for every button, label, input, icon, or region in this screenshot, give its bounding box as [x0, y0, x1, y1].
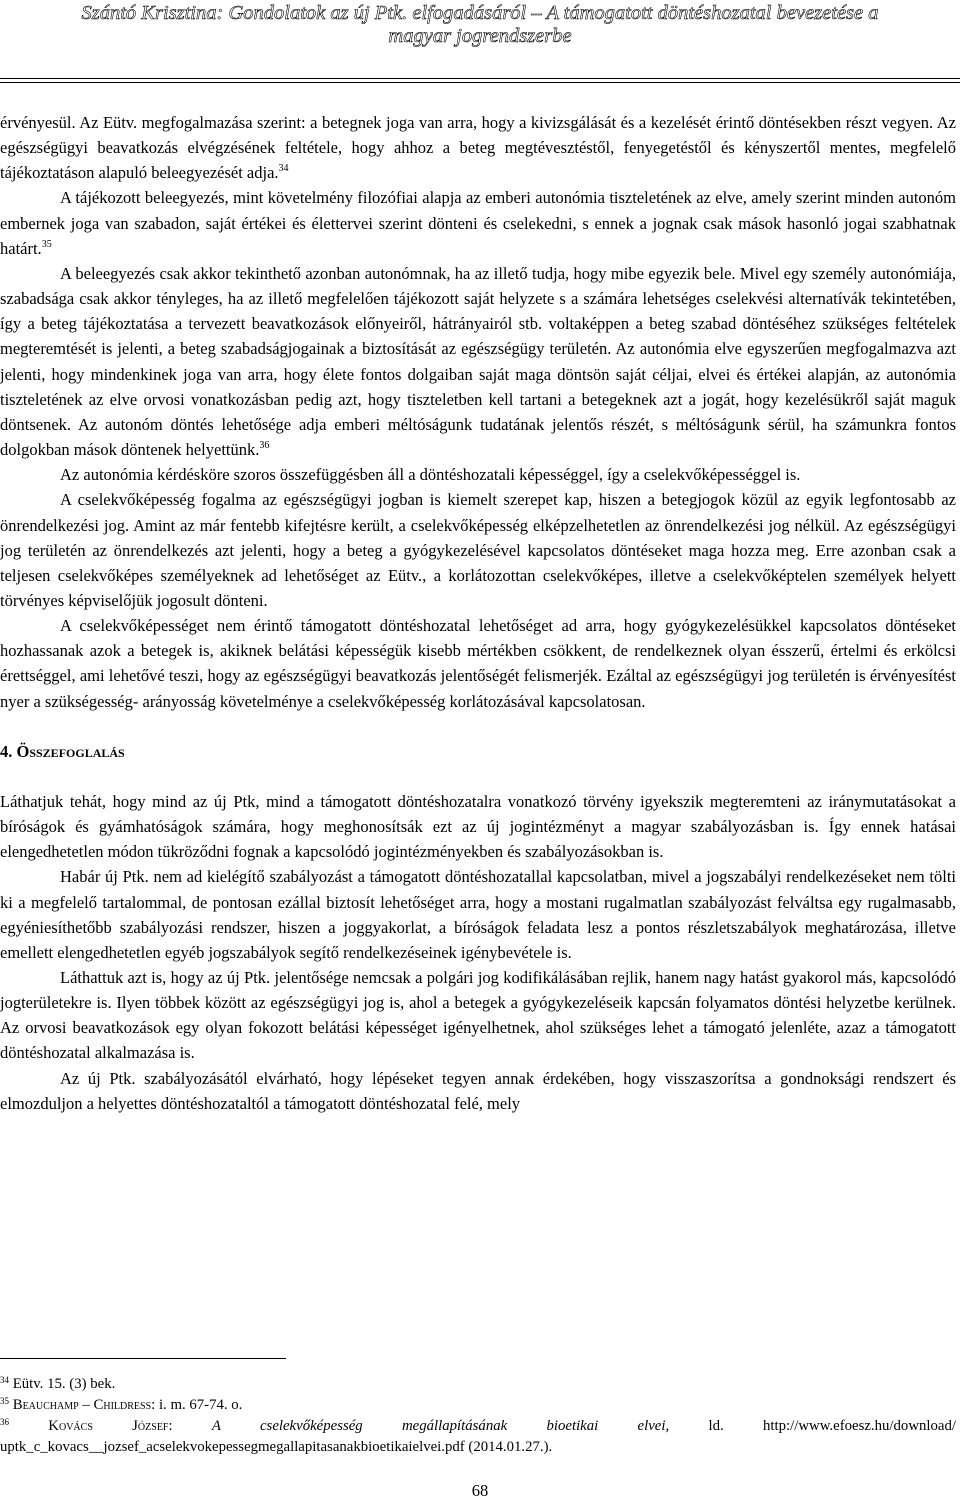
paragraph: Láthattuk azt is, hogy az új Ptk. jelentősége nemcsak a polgári jog kodifikálásában rejlik, hanem nagy hatást gyakorol más, kapcsolódó jogterületekre is. Ilyen többek között az egészségügyi jog is, ahol a betegek a gyógykezeléseik kapcsán folyamatos döntési helyzetbe kerülnek. Az orvosi beavatkozások egy olyan fokozott belátási képességet igényelhetnek, ahol szükséges lehet a támogató jelenléte, azaz a támogatott döntéshozatal alkalmazása is.	[0, 968, 956, 1063]
section-heading	[0, 739, 956, 764]
footnote-34	[0, 1374, 956, 1395]
footnote-ref-34: 34	[278, 163, 289, 175]
footnote-cited-title: A cselekvőképesség megállapításának bioetikai elvei,	[211, 1418, 670, 1434]
footnote-text: Eütv. 15. (3) bek.	[9, 1376, 116, 1392]
header-title	[0, 2, 960, 48]
footnote-author: Beauchamp – Childress	[9, 1397, 152, 1413]
footnote-number: 35	[0, 1396, 9, 1406]
footnote-number: 34	[0, 1375, 9, 1385]
paragraph: Az autonómia kérdésköre szoros összefüggésben áll a döntéshozatali képességgel, így a cselekvőképességgel is.	[60, 465, 801, 485]
page-number: 68	[471, 1481, 489, 1500]
footnote-ref-35: 35	[41, 238, 52, 250]
paragraph	[0, 185, 956, 260]
footnote-ref-36: 36	[259, 440, 270, 452]
paragraph: Habár új Ptk. nem ad kielégítő szabályozást a támogatott döntéshozatallal kapcsolatban, mivel a jogszabályi rendelkezéseket nem tölti ki a megfelelő tartalommal, de pontosan ezállal biztosít lehetőséget arra, hogy a mostani rugalmatlan szabályozást felváltsa egy rugalmasabb, egyéniesíthetőbb szabályozási rendszer, hiszen a joggyakorlat, a bíróságok feladata lesz a pontos részletszabályok meghatározása, illetve emellett elengedhetetlen egyéb jogszabályok segítő rendelkezéseinek igénybevétele is.	[0, 867, 956, 962]
footnote-35	[0, 1395, 956, 1416]
header-double-rule	[0, 78, 960, 83]
paragraph-text: A tájékozott beleegyezés, mint követelmény filozófiai alapja az emberi autonómia tiszteletének az elve, amely szerint minden autonóm embernek joga van szabadon, saját értékei és élettervei szerint dönteni és cselekedni, s ennek a jognak csak mások hasonló jogai szabhatnak határt.	[0, 188, 956, 258]
paragraph-text: A beleegyezés csak akkor tekinthető azonban autonómnak, ha az illető tudja, hogy mibe egyezik bele. Mivel egy személy autonómiája, szabadsága csak akkor tényleges, ha az illető megfelelően tájékozott saját helyzete s a számára lehetséges cselekvési alternatívák tekintetében, így a beteg tájékoztatása a tervezett beavatkozások előnyeiről, hátrányairól stb. voltaképpen a beteg szabad döntéséhez szükséges feltételek megteremtését is jelenti, a beteg szabadságjogainak a biztosítását az egészségügy területén. Az autonómia elve egyszerűen megfogalmazva azt jelenti, hogy mindenkinek joga van arra, hogy élete fontos dolgaiban saját maga döntsön saját céljai, elvei és értékei alapján, az autonómia tiszteletének az elve orvosi vonatkozásban pedig azt, hogy tiszteletben kell tartani a betegeknek azt a jogát, hogy kezelésükről saját maguk döntsenek. Az autonóm döntés lehetősége adja emberi méltóságunk tudatának jelentős részét, s méltóságunk sérül, ha számunkra fontos dolgokban mások döntenek helyettünk.	[0, 263, 956, 460]
paragraph: Az új Ptk. szabályozásától elvárható, hogy lépéseket tegyen annak érdekében, hogy visszaszorítsa a gondnoksági rendszert és elmozduljon a helyettes döntéshozataltól a támogatott döntéshozatal felé, mely	[0, 1068, 956, 1113]
paragraph-text: érvényesül. Az Eütv. megfogalmazása szerint: a betegnek joga van arra, hogy a kivizsgálását és a kezelését érintő döntésekben részt vegyen. Az egészségügyi beavatkozás elvégzésének feltétele, hogy ahhoz a beteg megtévesztéstől, fenyegetéstől és kényszertől mentes, megfelelő tájékoztatáson alapuló beleegyezését adja.	[0, 113, 956, 183]
header-title-line1: Szántó Krisztina: Gondolatok az új Ptk. elfogadásáról – A támogatott döntéshozatal bevezetése a	[81, 2, 879, 24]
section-heading-text: Összefoglalás	[16, 741, 125, 761]
footnote-text: ld. http://www.efoesz.hu/download/ uptk_c_kovacs__jozsef_acselekvokepessegmegallapitasanakbioetikaielvei.pdf (2014.01.27.).	[0, 1418, 956, 1455]
paragraph	[0, 261, 956, 462]
header-title-line2: magyar jogrendszerbe	[388, 25, 572, 47]
paragraph	[0, 110, 956, 185]
footnote-colon: :	[168, 1418, 212, 1434]
section-heading-number: 4.	[0, 741, 17, 761]
footnote-number: 36	[0, 1417, 9, 1427]
footnotes	[0, 1374, 956, 1458]
paragraph: A cselekvőképesség fogalma az egészségügyi jogban is kiemelt szerepet kap, hiszen a betegjogok közül az egyik legfontosabb az önrendelkezési jog. Amint az már fentebb kifejtésre került, a cselekvőképesség elképzelhetetlen az önrendelkezési jog nélkül. Az egészségügyi jog területén az önrendelkezés azt jelenti, hogy a beteg a gyógykezelésével kapcsolatos döntéseket maga hozza meg. Erre azonban csak a teljesen cselekvőképes személyeknek ad lehetőséget az Eütv., a korlátozottan cselekvőképes, illetve a cselekvőképtelen személyek helyett törvényes képviselőjük jogosult dönteni.	[0, 490, 956, 610]
running-header	[0, 0, 960, 80]
paragraph: A cselekvőképességet nem érintő támogatott döntéshozatal lehetőséget ad arra, hogy gyógykezelésükkel kapcsolatos döntéseket hozhassanak azok a betegek is, akiknek belátási képességük kisebb mértékben csökkent, de rendelkeznek olyan ésszerű, értelmi és erkölcsi érettséggel, ami lehetővé teszi, hogy az egészségügyi beavatkozás jelentőségét felismerjék. Ezáltal az egészségügyi jog területén is érvényesítést nyer a szükségesség- arányosság követelménye a cselekvőképesség korlátozásával kapcsolatosan.	[0, 616, 956, 711]
footnote-author: Kovács József	[9, 1418, 169, 1434]
footnote-36	[0, 1416, 956, 1458]
main-text	[0, 110, 956, 1116]
footnote-separator	[0, 1358, 286, 1359]
footnote-text: : i. m. 67-74. o.	[151, 1397, 243, 1413]
paragraph: Láthatjuk tehát, hogy mind az új Ptk, mind a támogatott döntéshozatalra vonatkozó törvény igyekszik megteremteni az iránymutatásokat a bíróságok és gyámhatóságok számára, hogy meghonosítsák ezt az új jogintézményt a magyar szabályozásban is. Így ennek hatásai elengedhetetlen módon tükröződni fognak a kapcsolódó jogintézményekben és szabályozásokban is.	[0, 791, 956, 862]
